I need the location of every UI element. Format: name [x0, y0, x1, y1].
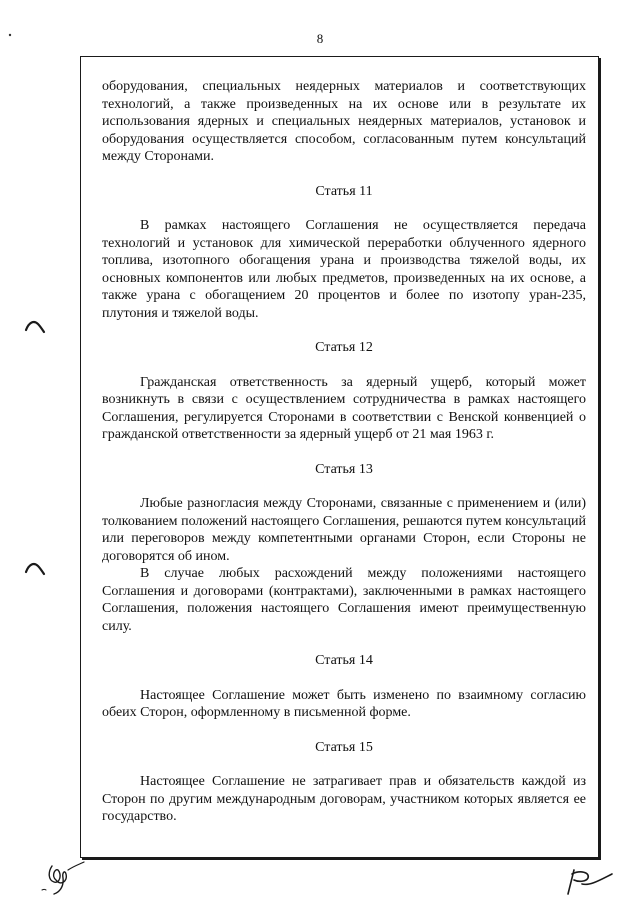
- scan-speck: [8, 24, 12, 28]
- article-heading: Статья 12: [315, 340, 373, 355]
- article-paragraph: Настоящее Соглашение может быть изменено по взаимному согласию обеих Сторон, оформленному в письменной форме.: [102, 687, 586, 720]
- hook-mark-icon: [24, 560, 46, 576]
- article-heading: Статья 14: [315, 653, 373, 668]
- article-heading: Статья 11: [315, 183, 373, 199]
- article-heading: Статья 13: [315, 461, 373, 477]
- article-paragraph: Настоящее Соглашение не затрагивает прав и обязательств каждой из Сторон по другим международным договорам, участником которых является ее государство.: [102, 774, 586, 824]
- hook-mark-icon: [24, 318, 46, 334]
- document-body: [102, 78, 586, 826]
- page-number: 8: [316, 31, 324, 46]
- article-13: [102, 461, 586, 636]
- article-paragraph: Любые разногласия между Сторонами, связанные с применением и (или) толкованием положений настоящего Соглашения, решаются путем консультаций или переговоров между компетентными органами Сторон, если Стороны не договорятся об ином.: [102, 496, 586, 564]
- article-12: [102, 339, 586, 444]
- article-paragraph: В случае любых расхождений между положениями настоящего Соглашения и договорами (контрактами), заключенными в рамках настоящего Соглашения, положения настоящего Соглашения имеют преимущественную силу.: [102, 566, 586, 634]
- article-14: [102, 652, 586, 722]
- intro-paragraph: оборудования, специальных неядерных материалов и соответствующих технологий, а также произведенных на их основе или в результате их использования ядерных и специальных неядерных материалов, установок и оборудования осуществляется способом, согласованным путем консультаций между Сторонами.: [102, 79, 586, 164]
- handwritten-initials-left: [38, 860, 86, 896]
- article-11: [102, 183, 586, 323]
- handwritten-initials-right: [560, 866, 616, 896]
- article-heading: Статья 15: [315, 739, 373, 755]
- article-paragraph: Гражданская ответственность за ядерный ущерб, который может возникнуть в связи с осуществлением сотрудничества в рамках настоящего Соглашения, регулируется Сторонами в соответствии с Венской конвенцией о гражданской ответственности за ядерный ущерб от 21 мая 1963 г.: [102, 374, 586, 442]
- article-paragraph: В рамках настоящего Соглашения не осуществляется передача технологий и установок для химической переработки облученного ядерного топлива, изотопного обогащения урана и производства тяжелой воды, их основных компонентов или любых предметов, произведенных на их основе, а также урана с обогащением 20 процентов и более по изотопу уран-235, плутония и тяжелой воды.: [102, 218, 586, 321]
- article-15: [102, 739, 586, 826]
